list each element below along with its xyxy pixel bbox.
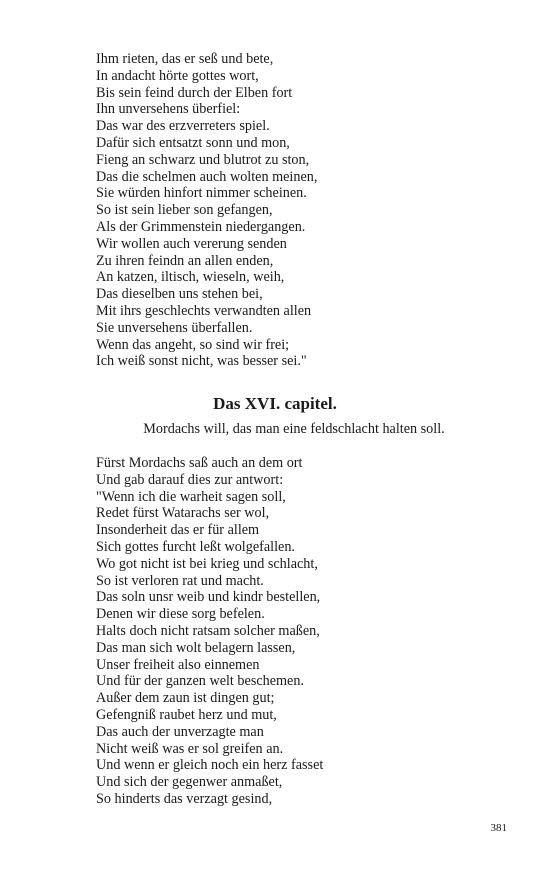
verse-line: Das man sich wolt belagern lassen, — [96, 639, 296, 656]
verse-line: Das dieselben uns stehen bei, — [96, 286, 263, 303]
verse-block-2 — [96, 455, 530, 808]
verse-line: Das war des erzverreters spiel. — [96, 118, 270, 135]
verse-line: Dafür sich entsatzt sonn und mon, — [96, 134, 290, 151]
verse-line: So ist verloren rat und macht. — [96, 572, 264, 589]
verse-line: Als der Grimmenstein niedergangen. — [96, 218, 306, 235]
verse-line: Bis sein feind durch der Elben fort — [96, 84, 293, 101]
chapter-title: Das XVI. capitel. — [213, 394, 337, 413]
verse-line: Und gab darauf dies zur antwort: — [96, 471, 284, 488]
verse-line: Das die schelmen auch wolten meinen, — [96, 168, 318, 185]
chapter-subtitle: Mordachs will, das man eine feldschlacht halten soll. — [143, 421, 445, 437]
verse-line: Sich gottes furcht leßt wolgefallen. — [96, 538, 295, 555]
verse-line: "Wenn ich die warheit sagen soll, — [96, 488, 286, 505]
page-number: 381 — [490, 822, 507, 834]
verse-line: Insonderheit das er für allem — [96, 522, 260, 539]
verse-line: Halts doch nicht ratsam solcher maßen, — [96, 622, 320, 639]
verse-line: Fürst Mordachs saß auch an dem ort — [96, 455, 303, 471]
verse-line: Ihm rieten, das er seß und bete, — [96, 51, 274, 67]
verse-line: So hinderts das verzagt gesind, — [96, 790, 273, 807]
verse-line: Sie unversehens überfallen. — [96, 319, 253, 336]
verse-line: Unser freiheit also einnemen — [96, 656, 260, 673]
verse-line: Wo got nicht ist bei krieg und schlacht, — [96, 555, 318, 572]
verse-line: Ich weiß sonst nicht, was besser sei." — [96, 353, 307, 370]
verse-line: Und sich der gegenwer anmaßet, — [96, 774, 283, 791]
verse-line: Gefengniß raubet herz und mut, — [96, 706, 277, 723]
verse-line: Wenn das angeht, so sind wir frei; — [96, 336, 290, 353]
verse-line: Das auch der unverzagte man — [96, 723, 264, 740]
verse-line: Mit ihrs geschlechts verwandten allen — [96, 302, 312, 319]
verse-line: Und wenn er gleich noch ein herz fasset — [96, 757, 324, 774]
verse-line: In andacht hörte gottes wort, — [96, 67, 259, 84]
verse-line: Und für der ganzen welt beschemen. — [96, 673, 304, 690]
verse-line: Redet fürst Watarachs ser wol, — [96, 505, 270, 522]
verse-line: Das soln unsr weib und kindr bestellen, — [96, 589, 321, 606]
verse-block-1 — [96, 51, 530, 370]
verse-line: Denen wir diese sorg befelen. — [96, 606, 265, 623]
verse-line: So ist sein lieber son gefangen, — [96, 202, 273, 219]
verse-line: Außer dem zaun ist dingen gut; — [96, 690, 275, 707]
verse-line: Zu ihren feindn an allen enden, — [96, 252, 274, 269]
verse-line: Nicht weiß was er sol greifen an. — [96, 740, 284, 757]
verse-line: Ihn unversehens überfiel: — [96, 101, 241, 118]
verse-line: Fieng an schwarz und blutrot zu ston, — [96, 151, 310, 168]
verse-line: Sie würden hinfort nimmer scheinen. — [96, 185, 307, 202]
verse-line: An katzen, iltisch, wieseln, weih, — [96, 269, 285, 286]
verse-line: Wir wollen auch vererung senden — [96, 235, 287, 252]
